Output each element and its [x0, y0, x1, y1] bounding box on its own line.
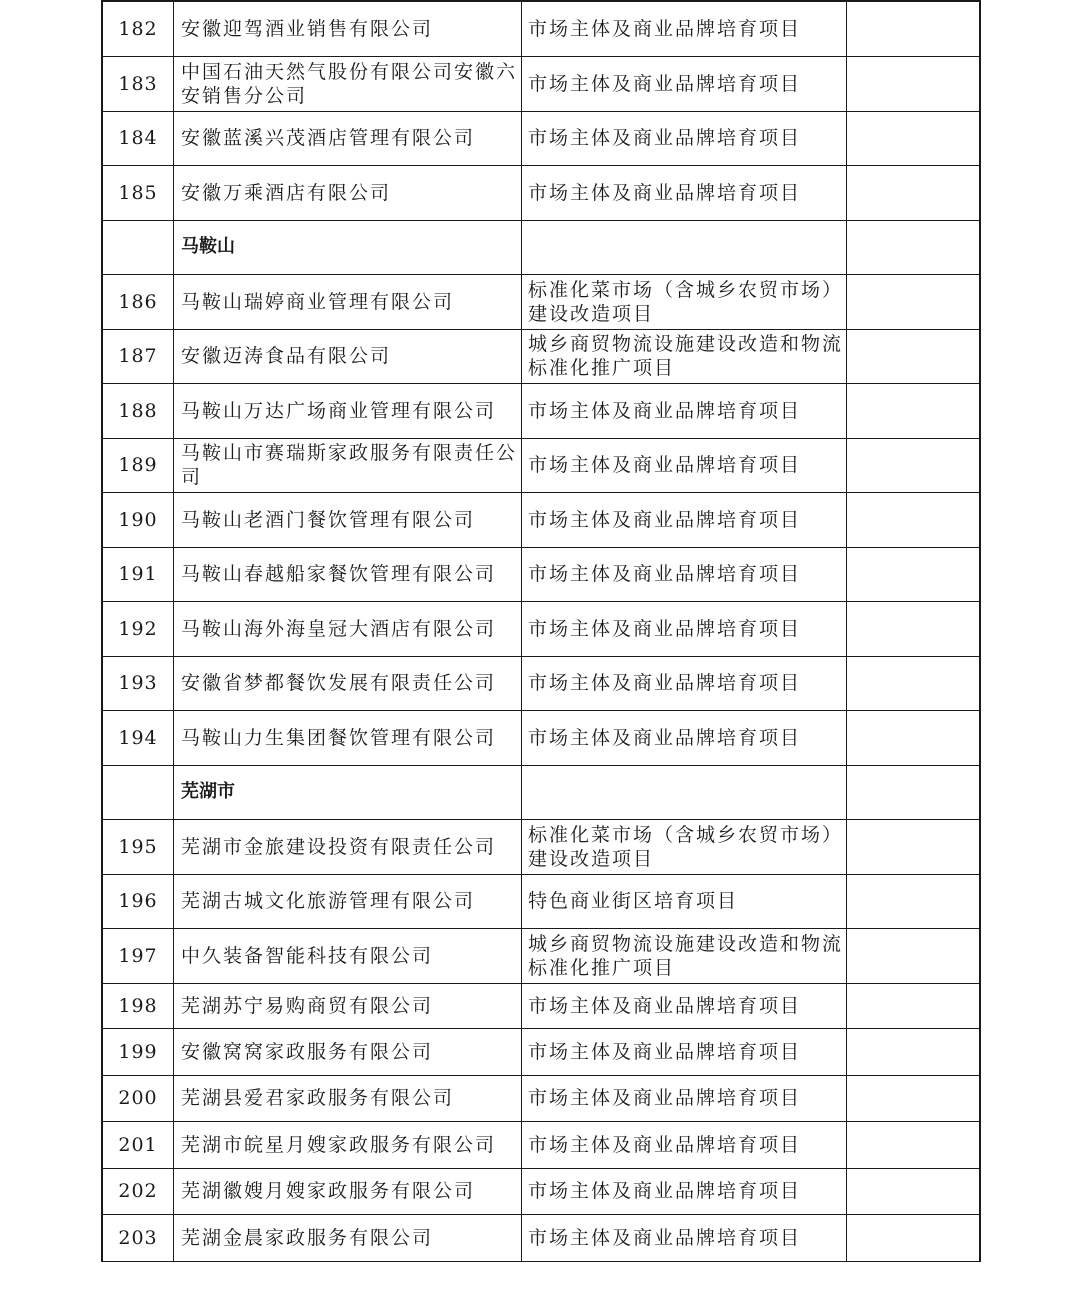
company-name-cell: 安徽迈涛食品有限公司 — [174, 329, 522, 384]
table-row — [103, 384, 979, 439]
project-type-cell: 市场主体及商业品牌培育项目 — [522, 1075, 847, 1122]
row-number-cell: 186 — [103, 275, 174, 330]
row-number-cell: 203 — [103, 1215, 174, 1262]
row-number-cell: 202 — [103, 1168, 174, 1215]
note-cell — [847, 765, 980, 820]
project-type-cell: 标准化菜市场（含城乡农贸市场）建设改造项目 — [522, 275, 847, 330]
project-type-cell: 市场主体及商业品牌培育项目 — [522, 493, 847, 548]
row-number-cell: 196 — [103, 874, 174, 929]
project-type-cell: 特色商业街区培育项目 — [522, 874, 847, 929]
company-name-cell: 安徽万乘酒店有限公司 — [174, 166, 522, 221]
row-number-cell — [103, 220, 174, 275]
company-name-cell: 安徽迎驾酒业销售有限公司 — [174, 2, 522, 57]
company-name-cell: 安徽窝窝家政服务有限公司 — [174, 1029, 522, 1076]
table-row — [103, 1168, 979, 1215]
region-row — [103, 220, 979, 275]
project-type-cell: 市场主体及商业品牌培育项目 — [522, 547, 847, 602]
row-number-cell: 191 — [103, 547, 174, 602]
table-row — [103, 929, 979, 984]
company-name-cell: 芜湖金晨家政服务有限公司 — [174, 1215, 522, 1262]
note-cell — [847, 220, 980, 275]
row-number-cell: 188 — [103, 384, 174, 439]
company-name-cell: 马鞍山老酒门餐饮管理有限公司 — [174, 493, 522, 548]
row-number-cell — [103, 765, 174, 820]
note-cell — [847, 929, 980, 984]
company-name-cell: 芜湖徽嫂月嫂家政服务有限公司 — [174, 1168, 522, 1215]
project-type-cell: 城乡商贸物流设施建设改造和物流标准化推广项目 — [522, 329, 847, 384]
note-cell — [847, 656, 980, 711]
company-name-cell: 芜湖县爱君家政服务有限公司 — [174, 1075, 522, 1122]
company-name-cell: 芜湖市金旅建设投资有限责任公司 — [174, 820, 522, 875]
company-name-cell: 芜湖苏宁易购商贸有限公司 — [174, 983, 522, 1029]
row-number-cell: 201 — [103, 1122, 174, 1169]
project-type-cell: 市场主体及商业品牌培育项目 — [522, 2, 847, 57]
table-row — [103, 111, 979, 166]
row-number-cell: 200 — [103, 1075, 174, 1122]
table-row — [103, 711, 979, 766]
note-cell — [847, 602, 980, 657]
company-name-cell: 安徽蓝溪兴茂酒店管理有限公司 — [174, 111, 522, 166]
table-row — [103, 656, 979, 711]
table-row — [103, 602, 979, 657]
note-cell — [847, 1168, 980, 1215]
company-name-cell: 马鞍山瑞婷商业管理有限公司 — [174, 275, 522, 330]
note-cell — [847, 438, 980, 493]
company-name-cell: 马鞍山海外海皇冠大酒店有限公司 — [174, 602, 522, 657]
project-type-cell: 市场主体及商业品牌培育项目 — [522, 602, 847, 657]
company-name-cell: 马鞍山春越船家餐饮管理有限公司 — [174, 547, 522, 602]
project-type-cell: 市场主体及商业品牌培育项目 — [522, 983, 847, 1029]
region-row — [103, 765, 979, 820]
row-number-cell: 192 — [103, 602, 174, 657]
company-name-cell: 芜湖市皖星月嫂家政服务有限公司 — [174, 1122, 522, 1169]
company-name-cell: 中久装备智能科技有限公司 — [174, 929, 522, 984]
table-row — [103, 983, 979, 1029]
note-cell — [847, 983, 980, 1029]
project-type-cell: 市场主体及商业品牌培育项目 — [522, 1215, 847, 1262]
table-row — [103, 57, 979, 112]
row-number-cell: 187 — [103, 329, 174, 384]
row-number-cell: 182 — [103, 2, 174, 57]
project-type-cell: 城乡商贸物流设施建设改造和物流标准化推广项目 — [522, 929, 847, 984]
table-row — [103, 1122, 979, 1169]
project-type-cell: 标准化菜市场（含城乡农贸市场）建设改造项目 — [522, 820, 847, 875]
row-number-cell: 185 — [103, 166, 174, 221]
note-cell — [847, 1122, 980, 1169]
note-cell — [847, 2, 980, 57]
region-name-cell: 芜湖市 — [174, 765, 522, 820]
table-row — [103, 547, 979, 602]
row-number-cell: 184 — [103, 111, 174, 166]
table-body — [103, 2, 979, 1261]
row-number-cell: 193 — [103, 656, 174, 711]
table-row — [103, 275, 979, 330]
row-number-cell: 189 — [103, 438, 174, 493]
table-row — [103, 166, 979, 221]
project-type-cell: 市场主体及商业品牌培育项目 — [522, 438, 847, 493]
note-cell — [847, 384, 980, 439]
row-number-cell: 198 — [103, 983, 174, 1029]
note-cell — [847, 493, 980, 548]
row-number-cell: 199 — [103, 1029, 174, 1076]
table-row — [103, 329, 979, 384]
note-cell — [847, 874, 980, 929]
table-row — [103, 820, 979, 875]
company-project-table — [101, 0, 981, 1262]
table-row — [103, 874, 979, 929]
note-cell — [847, 166, 980, 221]
project-type-cell: 市场主体及商业品牌培育项目 — [522, 711, 847, 766]
note-cell — [847, 547, 980, 602]
company-name-cell: 芜湖古城文化旅游管理有限公司 — [174, 874, 522, 929]
row-number-cell: 190 — [103, 493, 174, 548]
company-name-cell: 马鞍山市赛瑞斯家政服务有限责任公司 — [174, 438, 522, 493]
project-type-cell — [522, 765, 847, 820]
project-type-cell — [522, 220, 847, 275]
project-type-cell: 市场主体及商业品牌培育项目 — [522, 57, 847, 112]
company-name-cell: 马鞍山万达广场商业管理有限公司 — [174, 384, 522, 439]
company-name-cell: 中国石油天然气股份有限公司安徽六安销售分公司 — [174, 57, 522, 112]
table-row — [103, 2, 979, 57]
row-number-cell: 183 — [103, 57, 174, 112]
note-cell — [847, 1075, 980, 1122]
note-cell — [847, 1029, 980, 1076]
company-name-cell: 安徽省梦都餐饮发展有限责任公司 — [174, 656, 522, 711]
company-name-cell: 马鞍山力生集团餐饮管理有限公司 — [174, 711, 522, 766]
note-cell — [847, 275, 980, 330]
table-row — [103, 1029, 979, 1076]
table-row — [103, 438, 979, 493]
project-type-cell: 市场主体及商业品牌培育项目 — [522, 111, 847, 166]
project-type-cell: 市场主体及商业品牌培育项目 — [522, 1122, 847, 1169]
note-cell — [847, 111, 980, 166]
project-type-cell: 市场主体及商业品牌培育项目 — [522, 384, 847, 439]
row-number-cell: 194 — [103, 711, 174, 766]
note-cell — [847, 711, 980, 766]
table — [103, 2, 979, 1262]
project-type-cell: 市场主体及商业品牌培育项目 — [522, 656, 847, 711]
table-row — [103, 1075, 979, 1122]
project-type-cell: 市场主体及商业品牌培育项目 — [522, 166, 847, 221]
project-type-cell: 市场主体及商业品牌培育项目 — [522, 1029, 847, 1076]
row-number-cell: 195 — [103, 820, 174, 875]
table-row — [103, 493, 979, 548]
note-cell — [847, 329, 980, 384]
note-cell — [847, 57, 980, 112]
project-type-cell: 市场主体及商业品牌培育项目 — [522, 1168, 847, 1215]
note-cell — [847, 1215, 980, 1262]
table-row — [103, 1215, 979, 1262]
row-number-cell: 197 — [103, 929, 174, 984]
note-cell — [847, 820, 980, 875]
region-name-cell: 马鞍山 — [174, 220, 522, 275]
